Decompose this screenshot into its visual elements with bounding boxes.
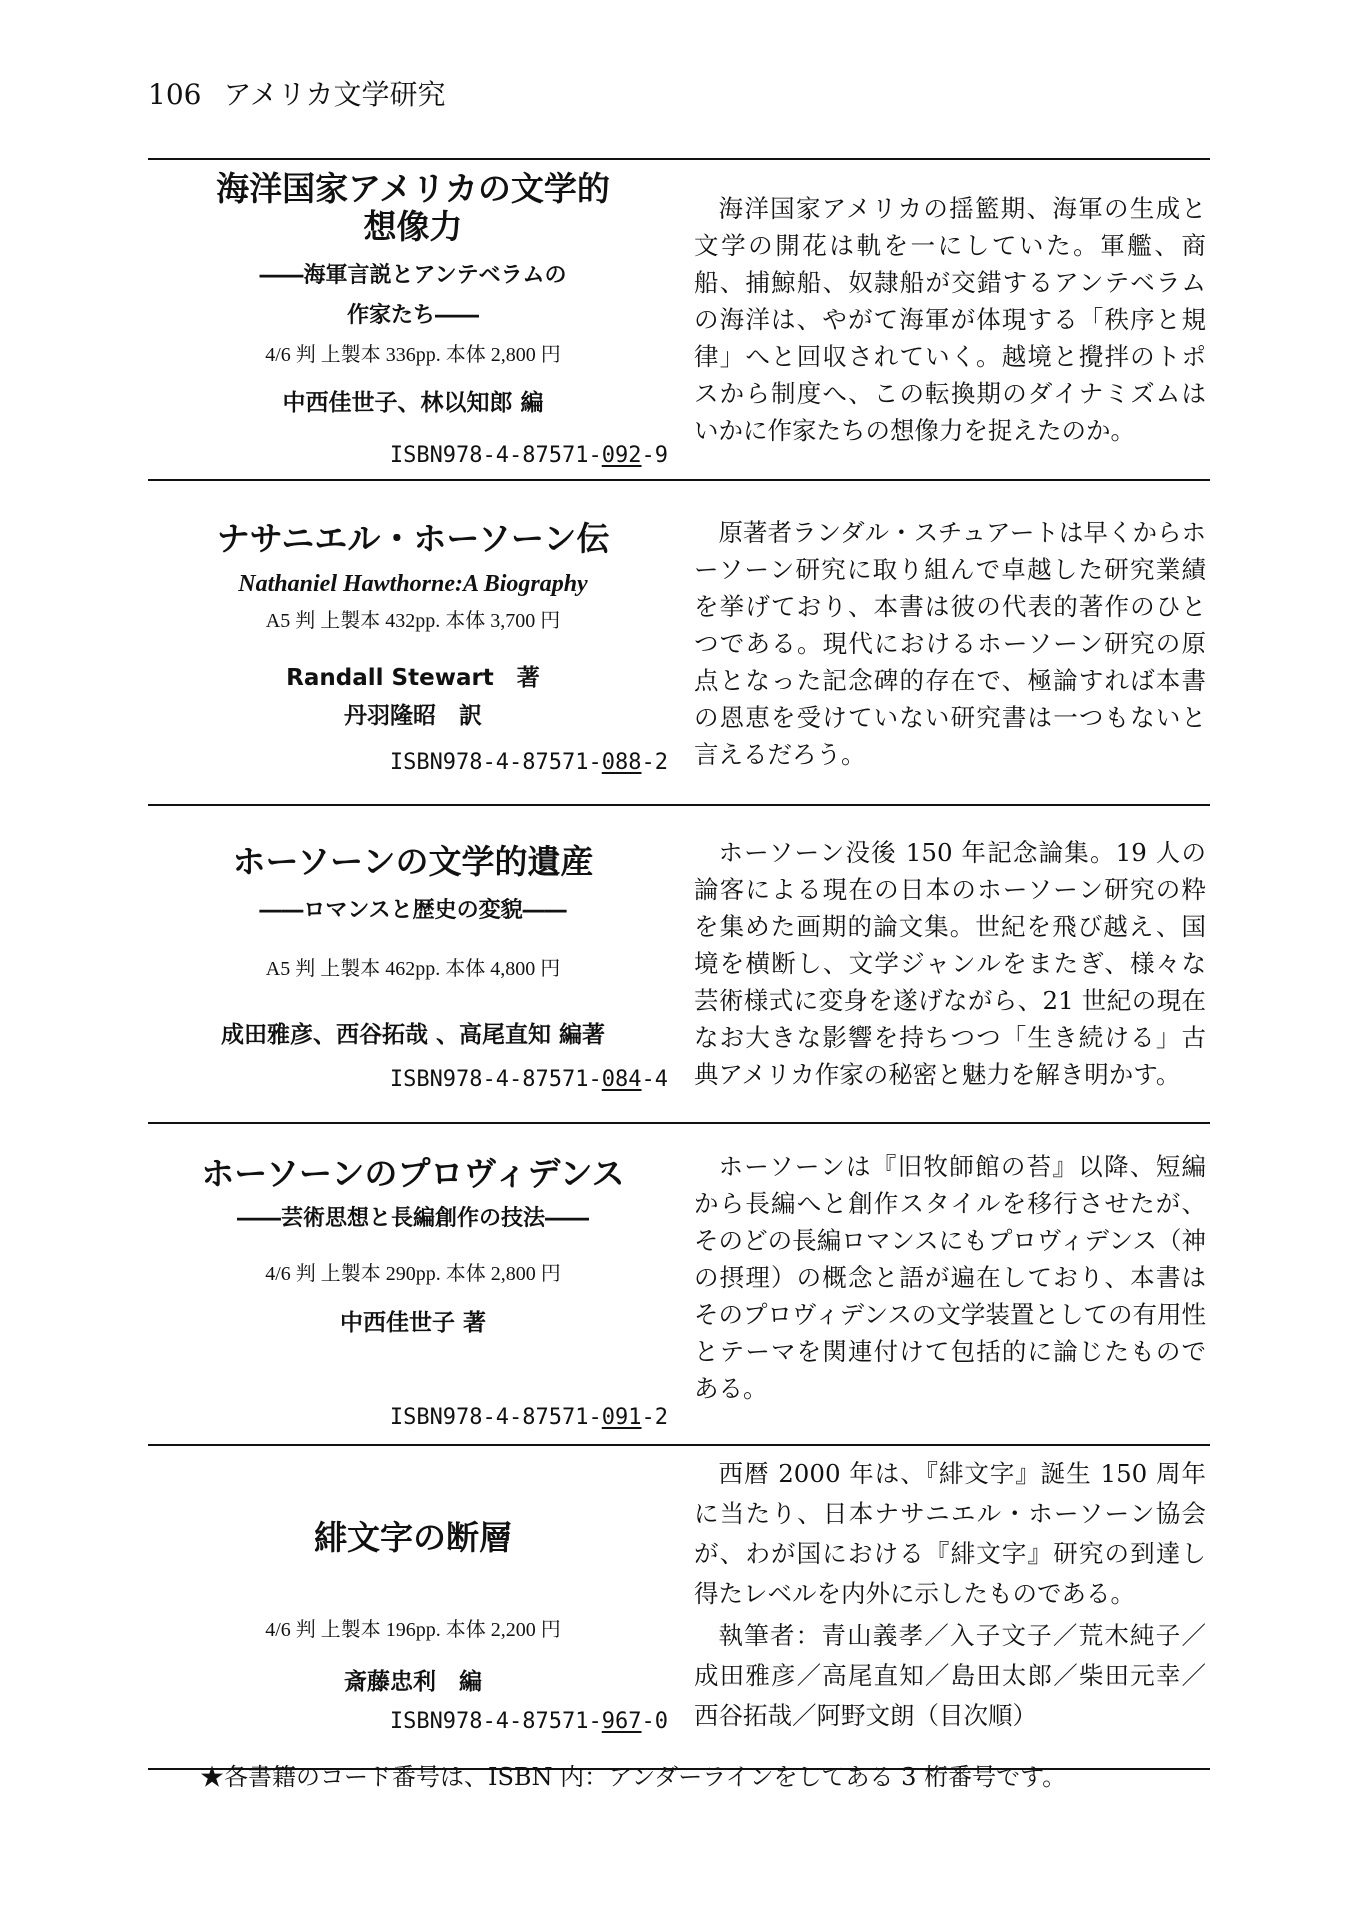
isbn-prefix: ISBN978-4-87571- — [389, 443, 602, 468]
book-title-line: 海洋国家アメリカの文学的 — [216, 169, 610, 208]
book-subtitle: ――ロマンスと歴史の変貌―― — [259, 898, 567, 923]
isbn — [390, 1404, 668, 1432]
book-description — [678, 160, 1210, 479]
isbn — [390, 442, 668, 470]
page-header — [148, 78, 446, 112]
description-text: 西暦 2000 年は、『緋文字』誕生 150 周年に当たり、日本ナサニエル・ホーソーン協会が、わが国における『緋文字』研究の到達し得たレベルを内外に示したものである。 — [694, 1459, 1206, 1608]
description-text: ホーソーンは『旧牧師館の苔』以降、短編から長編へと創作スタイルを移行させたが、そのどの長編ロマンスにもプロヴィデンス（神の摂理）の概念と語が遍在しており、本書はそのプロヴィデンスの文学装置としての有用性とテーマを関連付けて包括的に論じたものである。 — [694, 1152, 1206, 1403]
isbn-suffix: -2 — [641, 1405, 668, 1430]
book-entry — [148, 804, 1210, 1122]
isbn-suffix: -9 — [641, 443, 668, 468]
book-info — [148, 806, 678, 1122]
english-title: Nathaniel Hawthorne:A Biography — [238, 571, 588, 597]
page-number: 106 — [148, 78, 202, 111]
book-credits: 中西佳世子 著 — [339, 1310, 486, 1336]
book-entry — [148, 158, 1210, 479]
book-spec: 4/6 判 上製本 290pp. 本体 2,800 円 — [265, 1263, 561, 1285]
book-info — [148, 1446, 678, 1768]
book-author: Randall Stewart 著 — [286, 665, 540, 691]
isbn — [390, 1066, 668, 1094]
book-title: ホーソーンのプロヴィデンス — [201, 1154, 625, 1193]
isbn-code: 084 — [601, 1067, 642, 1092]
book-info — [148, 160, 678, 479]
book-subtitle-line: 作家たち―― — [346, 303, 479, 328]
isbn-suffix: -0 — [641, 1709, 668, 1734]
isbn-suffix: -4 — [641, 1067, 668, 1092]
isbn-suffix: -2 — [641, 750, 668, 775]
book-subtitle: ――芸術思想と長編創作の技法―― — [236, 1206, 589, 1231]
isbn — [390, 749, 668, 777]
book-title: ホーソーンの文学的遺産 — [232, 842, 594, 881]
book-description — [678, 1446, 1210, 1768]
book-subtitle — [148, 256, 678, 336]
book-description — [678, 1124, 1210, 1444]
isbn — [390, 1708, 668, 1736]
description-text: ホーソーン没後 150 年記念論集。19 人の論客による現在の日本のホーソーン研究の粋を集めた画期的論文集。世紀を飛び越え、国境を横断し、文学ジャンルをまたぎ、様々な芸術様式に変身を遂げながら、21 世紀の現在なお大きな影響を持ちつつ「生き続ける」古典アメリカ作家の秘密と魅力を解き明かす。 — [694, 838, 1206, 1089]
description-authors: 執筆者：青山義孝／入子文子／荒木純子／成田雅彦／高尾直知／島田太郎／柴田元幸／西谷拓哉／阿野文朗（目次順） — [694, 1621, 1206, 1730]
isbn-code: 091 — [601, 1405, 642, 1430]
isbn-code: 967 — [601, 1709, 642, 1734]
book-spec: 4/6 判 上製本 196pp. 本体 2,200 円 — [265, 1619, 561, 1641]
running-title: アメリカ文学研究 — [223, 78, 446, 111]
isbn-prefix: ISBN978-4-87571- — [389, 1405, 602, 1430]
book-info — [148, 481, 678, 804]
book-entry — [148, 1444, 1210, 1770]
book-credits: 斎藤忠利 編 — [344, 1669, 482, 1695]
isbn-prefix: ISBN978-4-87571- — [389, 1709, 602, 1734]
book-entry — [148, 1122, 1210, 1444]
footnote: ★各書籍のコード番号は、ISBN 内：アンダーラインをしてある 3 桁番号です。 — [200, 1763, 1067, 1791]
book-info — [148, 1124, 678, 1444]
book-title: 緋文字の断層 — [314, 1518, 512, 1557]
book-catalog — [148, 158, 1210, 1770]
book-subtitle-line: ――海軍言説とアンテベラムの — [259, 263, 567, 288]
book-credits: 成田雅彦、西谷拓哉 、高尾直知 編著 — [220, 1022, 605, 1048]
book-spec: A5 判 上製本 462pp. 本体 4,800 円 — [265, 958, 561, 980]
description-text: 原著者ランダル・スチュアートは早くからホーソーン研究に取り組んで卓越した研究業績を挙げており、本書は彼の代表的著作のひとつである。現代におけるホーソーン研究の原点となった記念碑的存在で、極論すれば本書の恩恵を受けていない研究書は一つもないと言えるだろう。 — [694, 518, 1206, 769]
isbn-prefix: ISBN978-4-87571- — [389, 750, 602, 775]
book-spec: 4/6 判 上製本 336pp. 本体 2,800 円 — [265, 344, 561, 366]
book-credits: 中西佳世子、林以知郎 編 — [282, 390, 544, 416]
book-description — [678, 806, 1210, 1122]
isbn-code: 092 — [601, 443, 642, 468]
isbn-code: 088 — [601, 750, 642, 775]
book-title: ナサニエル・ホーソーン伝 — [216, 519, 610, 558]
book-translator: 丹羽隆昭 訳 — [344, 703, 482, 729]
book-credits — [148, 659, 678, 735]
book-title-line: 想像力 — [363, 207, 463, 246]
isbn-prefix: ISBN978-4-87571- — [389, 1067, 602, 1092]
book-title — [148, 170, 678, 246]
book-description — [678, 481, 1210, 804]
book-entry — [148, 479, 1210, 804]
book-spec: A5 判 上製本 432pp. 本体 3,700 円 — [265, 610, 561, 632]
description-text: 海洋国家アメリカの揺籃期、海軍の生成と文学の開花は軌を一にしていた。軍艦、商船、捕鯨船、奴隷船が交錯するアンテベラムの海洋は、やがて海軍が体現する「秩序と規律」へと回収されていく。越境と攪拌のトポスから制度へ、この転換期のダイナミズムはいかに作家たちの想像力を捉えたのか。 — [694, 194, 1206, 445]
